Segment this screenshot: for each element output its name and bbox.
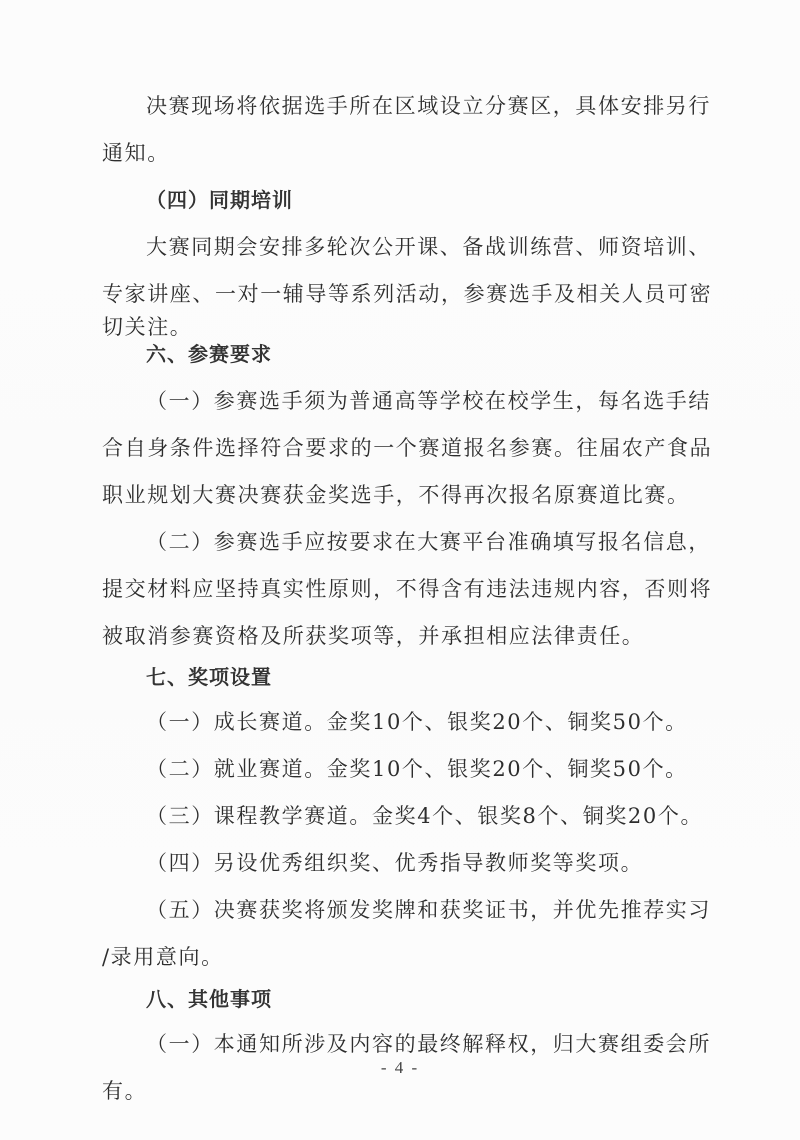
section-heading-requirements: 六、参赛要求 [146,342,272,366]
page-number: - 4 - [380,1058,420,1077]
section-heading-other-matters: 八、其他事项 [146,987,272,1011]
paragraph-line: 职业规划大赛决赛获金奖选手，不得再次报名原赛道比赛。 [102,483,690,507]
paragraph-line: 有。 [102,1079,148,1103]
paragraph-line: 通知。 [102,141,170,165]
paragraph-line: 切关注。 [102,315,193,339]
paragraph-line: （一）参赛选手须为普通高等学校在校学生，每名选手结 [146,389,711,413]
paragraph-line: 决赛现场将依据选手所在区域设立分赛区，具体安排另行 [146,94,711,118]
paragraph-line: 合自身条件选择符合要求的一个赛道报名参赛。往届农产食品 [102,436,713,460]
paragraph-line: 专家讲座、一对一辅导等系列活动，参赛选手及相关人员可密 [102,282,713,306]
paragraph-line: 提交材料应坚持真实性原则，不得含有违法违规内容，否则将 [102,577,713,601]
paragraph-line: （二）参赛选手应按要求在大赛平台准确填写报名信息， [146,530,711,554]
section-heading-training: （四）同期培训 [146,188,293,212]
paragraph-line: 被取消参赛资格及所获奖项等，并承担相应法律责任。 [102,624,645,648]
award-line-other-awards: （四）另设优秀组织奖、优秀指导教师奖等奖项。 [146,851,644,875]
section-heading-awards: 七、奖项设置 [146,665,272,689]
paragraph-line: （一）本通知所涉及内容的最终解释权，归大赛组委会所 [146,1032,711,1056]
award-line-growth-track: （一）成长赛道。金奖10个、银奖20个、铜奖50个。 [146,710,688,734]
paragraph-line: /录用意向。 [102,945,224,969]
paragraph-line: 大赛同期会安排多轮次公开课、备战训练营、师资培训、 [146,235,711,259]
award-line-employment-track: （二）就业赛道。金奖10个、银奖20个、铜奖50个。 [146,757,688,781]
award-line-final-prizes: （五）决赛获奖将颁发奖牌和获奖证书，并优先推荐实习 [146,898,711,922]
award-line-course-teaching-track: （三）课程教学赛道。金奖4个、银奖8个、铜奖20个。 [146,804,704,828]
